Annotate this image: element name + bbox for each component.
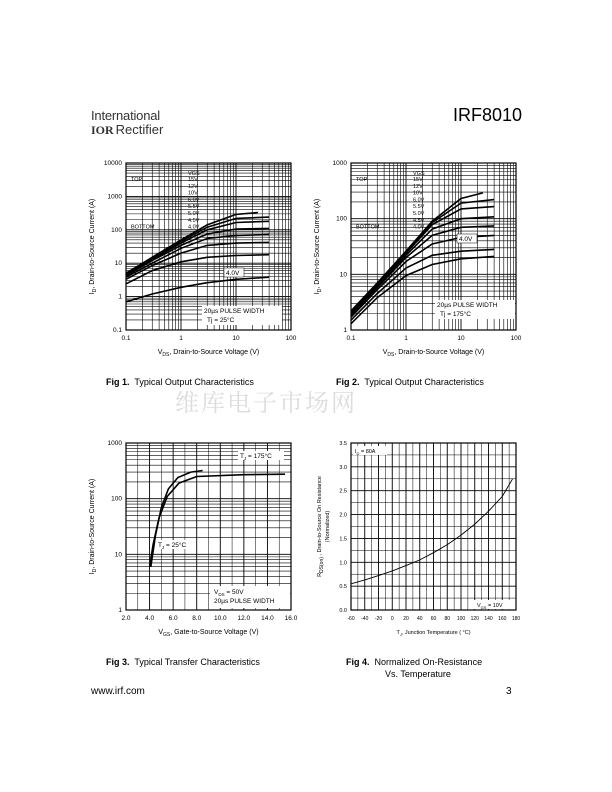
- x-axis-label: $V_{DS}$, Drain-to-Source Voltage (V): [157, 349, 260, 358]
- series-group: [150, 471, 286, 567]
- x-tick-label: 2.0: [121, 615, 131, 622]
- plot-frame: [126, 163, 291, 330]
- x-tick-label: 10: [457, 335, 465, 342]
- x-tick-label: 40: [416, 616, 423, 622]
- pulse-width-note: 20µs PULSE WIDTH: [214, 598, 275, 605]
- fig2-caption: [336, 377, 484, 387]
- legend-entry: 6.0V: [188, 197, 200, 204]
- y-tick-label: 0.1: [112, 327, 122, 334]
- footer-url[interactable]: www.irf.com: [91, 686, 145, 697]
- curve-label-4v: 4.0V: [226, 270, 240, 277]
- watermark: 维库电子市场网: [175, 389, 357, 417]
- y-tick-label: 10: [114, 260, 122, 268]
- x-tick-label: 12.0: [237, 615, 251, 622]
- fig3-number: Fig 3.: [106, 657, 130, 667]
- y-tick-label: 1.0: [339, 560, 347, 567]
- x-tick-label: 10: [232, 335, 240, 342]
- legend-tag: BOTTOM: [131, 224, 155, 231]
- x-tick-label: 100: [285, 335, 297, 342]
- fig3-caption: [106, 657, 260, 667]
- y-tick-label: 10: [114, 551, 122, 559]
- fig2-number: Fig 2.: [336, 377, 360, 387]
- x-tick-label: 80: [444, 616, 451, 622]
- y-tick-label: 100: [111, 495, 122, 503]
- fig1-title: Typical Output Characteristics: [134, 377, 254, 387]
- legend-entry: 5.0V: [413, 211, 425, 217]
- x-tick-label: 10.0: [213, 615, 227, 622]
- y-tick-label: 1000: [107, 193, 122, 201]
- x-tick-label: 1: [404, 335, 408, 342]
- y-axis-label-line2: (Normalized): [325, 510, 331, 543]
- y-tick-label: 1: [118, 607, 122, 614]
- y-tick-label: 3.5: [339, 441, 347, 447]
- part-number: IRF8010: [452, 105, 522, 125]
- x-axis-label: $V_{DS}$, Drain-to-Source Voltage (V): [382, 349, 485, 358]
- x-tick-label: 0: [390, 616, 394, 622]
- y-tick-label: 1: [118, 293, 122, 301]
- fig4-caption: [346, 657, 482, 667]
- tj-25-label: $T_J = 25^\circ C$: [158, 542, 187, 550]
- legend-entry: 4.5V: [413, 217, 425, 224]
- legend-entry: 12V: [188, 183, 198, 190]
- y-tick-label: 1: [343, 327, 347, 334]
- fig4-title-line2: Vs. Temperature: [385, 669, 451, 679]
- grid: [351, 443, 516, 610]
- x-axis-label: $T_J$, Junction Temperature ( °C): [396, 630, 471, 637]
- y-tick-label: 1000: [332, 160, 347, 167]
- x-tick-label: -20: [374, 616, 383, 622]
- fig1-caption: [106, 377, 254, 387]
- curve-label-4v: 4.0V: [459, 236, 473, 243]
- legend-entry: 10V: [413, 190, 423, 197]
- legend-tag: TOP: [131, 177, 143, 183]
- x-tick-label: 16.0: [284, 615, 298, 622]
- tj-note: Tj = 175°C: [440, 311, 471, 318]
- grid: [126, 163, 291, 330]
- x-axis-label: $V_{GS}$, Gate-to-Source Voltage (V): [158, 629, 259, 638]
- x-tick-label: 6.0: [168, 615, 178, 622]
- y-tick-label: 0.5: [339, 584, 347, 591]
- legend-tag: BOTTOM: [356, 224, 380, 231]
- tj-note: Tj = 25°C: [207, 317, 235, 324]
- legend-entry: 5.0V: [188, 211, 200, 217]
- x-tick-label: 0.1: [121, 335, 131, 342]
- tj-175-label: $T_J = 175^\circ C$: [240, 453, 272, 461]
- y-tick-label: 2.5: [339, 488, 347, 495]
- legend-entry: 5.5V: [188, 204, 200, 211]
- fig2-output-characteristics-chart: [305, 155, 530, 365]
- y-axis-label: $I_D$, Drain-to-Source Current (A): [89, 198, 98, 295]
- x-tick-label: 100: [510, 335, 522, 342]
- fig4-number: Fig 4.: [346, 657, 370, 667]
- page-number: 3: [506, 686, 512, 697]
- y-tick-label: 0.0: [339, 608, 347, 614]
- fig3-transfer-characteristics-chart: [80, 435, 305, 645]
- y-tick-label: 100: [336, 215, 347, 223]
- legend-header: VGS: [413, 171, 425, 177]
- legend-header: VGS: [188, 171, 200, 177]
- y-tick-label: 1000: [107, 440, 122, 447]
- x-tick-label: 4.0: [145, 615, 155, 622]
- y-axis-label: $I_D$, Drain-to-Source Current (A): [89, 478, 98, 575]
- grid: [126, 443, 291, 610]
- x-tick-label: 120: [470, 616, 479, 622]
- x-tick-label: 1: [179, 335, 183, 342]
- legend-entry: 12V: [413, 183, 423, 190]
- id-label: $I_D = 80A$: [355, 449, 376, 456]
- legend-entry: 4.5V: [188, 217, 200, 224]
- x-tick-label: -60: [347, 616, 355, 622]
- fig1-number: Fig 1.: [106, 377, 130, 387]
- x-tick-label: 100: [456, 616, 466, 622]
- x-tick-label: 160: [498, 616, 507, 622]
- x-tick-label: 140: [484, 616, 493, 622]
- y-tick-label: 1.5: [339, 536, 347, 543]
- x-tick-label: -40: [361, 616, 369, 622]
- vds-label: $V_{DS} = 50V$: [214, 589, 244, 597]
- x-tick-label: 0.1: [346, 335, 356, 342]
- legend-entry: 15V: [188, 177, 198, 183]
- ior-logo-mark: IOR: [91, 123, 114, 137]
- y-axis-label: $I_D$, Drain-to-Source Current (A): [314, 198, 323, 295]
- brand-line2: [91, 122, 163, 138]
- y-tick-label: 10: [339, 271, 347, 279]
- legend-entry: 4.0V: [188, 224, 200, 231]
- pulse-width-note: 20µs PULSE WIDTH: [204, 308, 265, 315]
- y-tick-label: 100: [111, 226, 122, 234]
- x-tick-label: 8.0: [192, 615, 202, 622]
- y-tick-label: 10000: [103, 160, 122, 167]
- legend-entry: 4.0V: [413, 224, 425, 231]
- legend-entry: 10V: [188, 190, 198, 197]
- y-axis-label: RDS(on) , Drain-to-Source On Resistance: [317, 476, 325, 577]
- fig1-output-characteristics-chart: [80, 155, 305, 365]
- y-tick-label: 2.0: [339, 512, 347, 519]
- legend-entry: 6.0V: [413, 197, 425, 204]
- brand-line1: International: [91, 108, 160, 123]
- x-tick-label: 14.0: [261, 615, 274, 622]
- fig3-title: Typical Transfer Characteristics: [134, 657, 260, 667]
- legend-entry: 5.5V: [413, 204, 425, 211]
- y-tick-label: 3.0: [339, 464, 347, 471]
- pulse-width-note: 20µs PULSE WIDTH: [437, 302, 498, 309]
- fig4-title-line1: Normalized On-Resistance: [374, 657, 483, 667]
- fig2-title: Typical Output Characteristics: [364, 377, 484, 387]
- brand-rectifier: Rectifier: [115, 122, 164, 137]
- x-tick-label: 20: [403, 616, 409, 622]
- fig4-normalized-on-resistance-chart: [305, 435, 530, 645]
- x-tick-label: 180: [511, 616, 521, 622]
- legend-tag: TOP: [356, 177, 368, 183]
- legend-entry: 15V: [413, 177, 423, 183]
- vgs-label: $V_{GS} = 10V$: [477, 603, 503, 610]
- x-tick-label: 60: [430, 616, 437, 622]
